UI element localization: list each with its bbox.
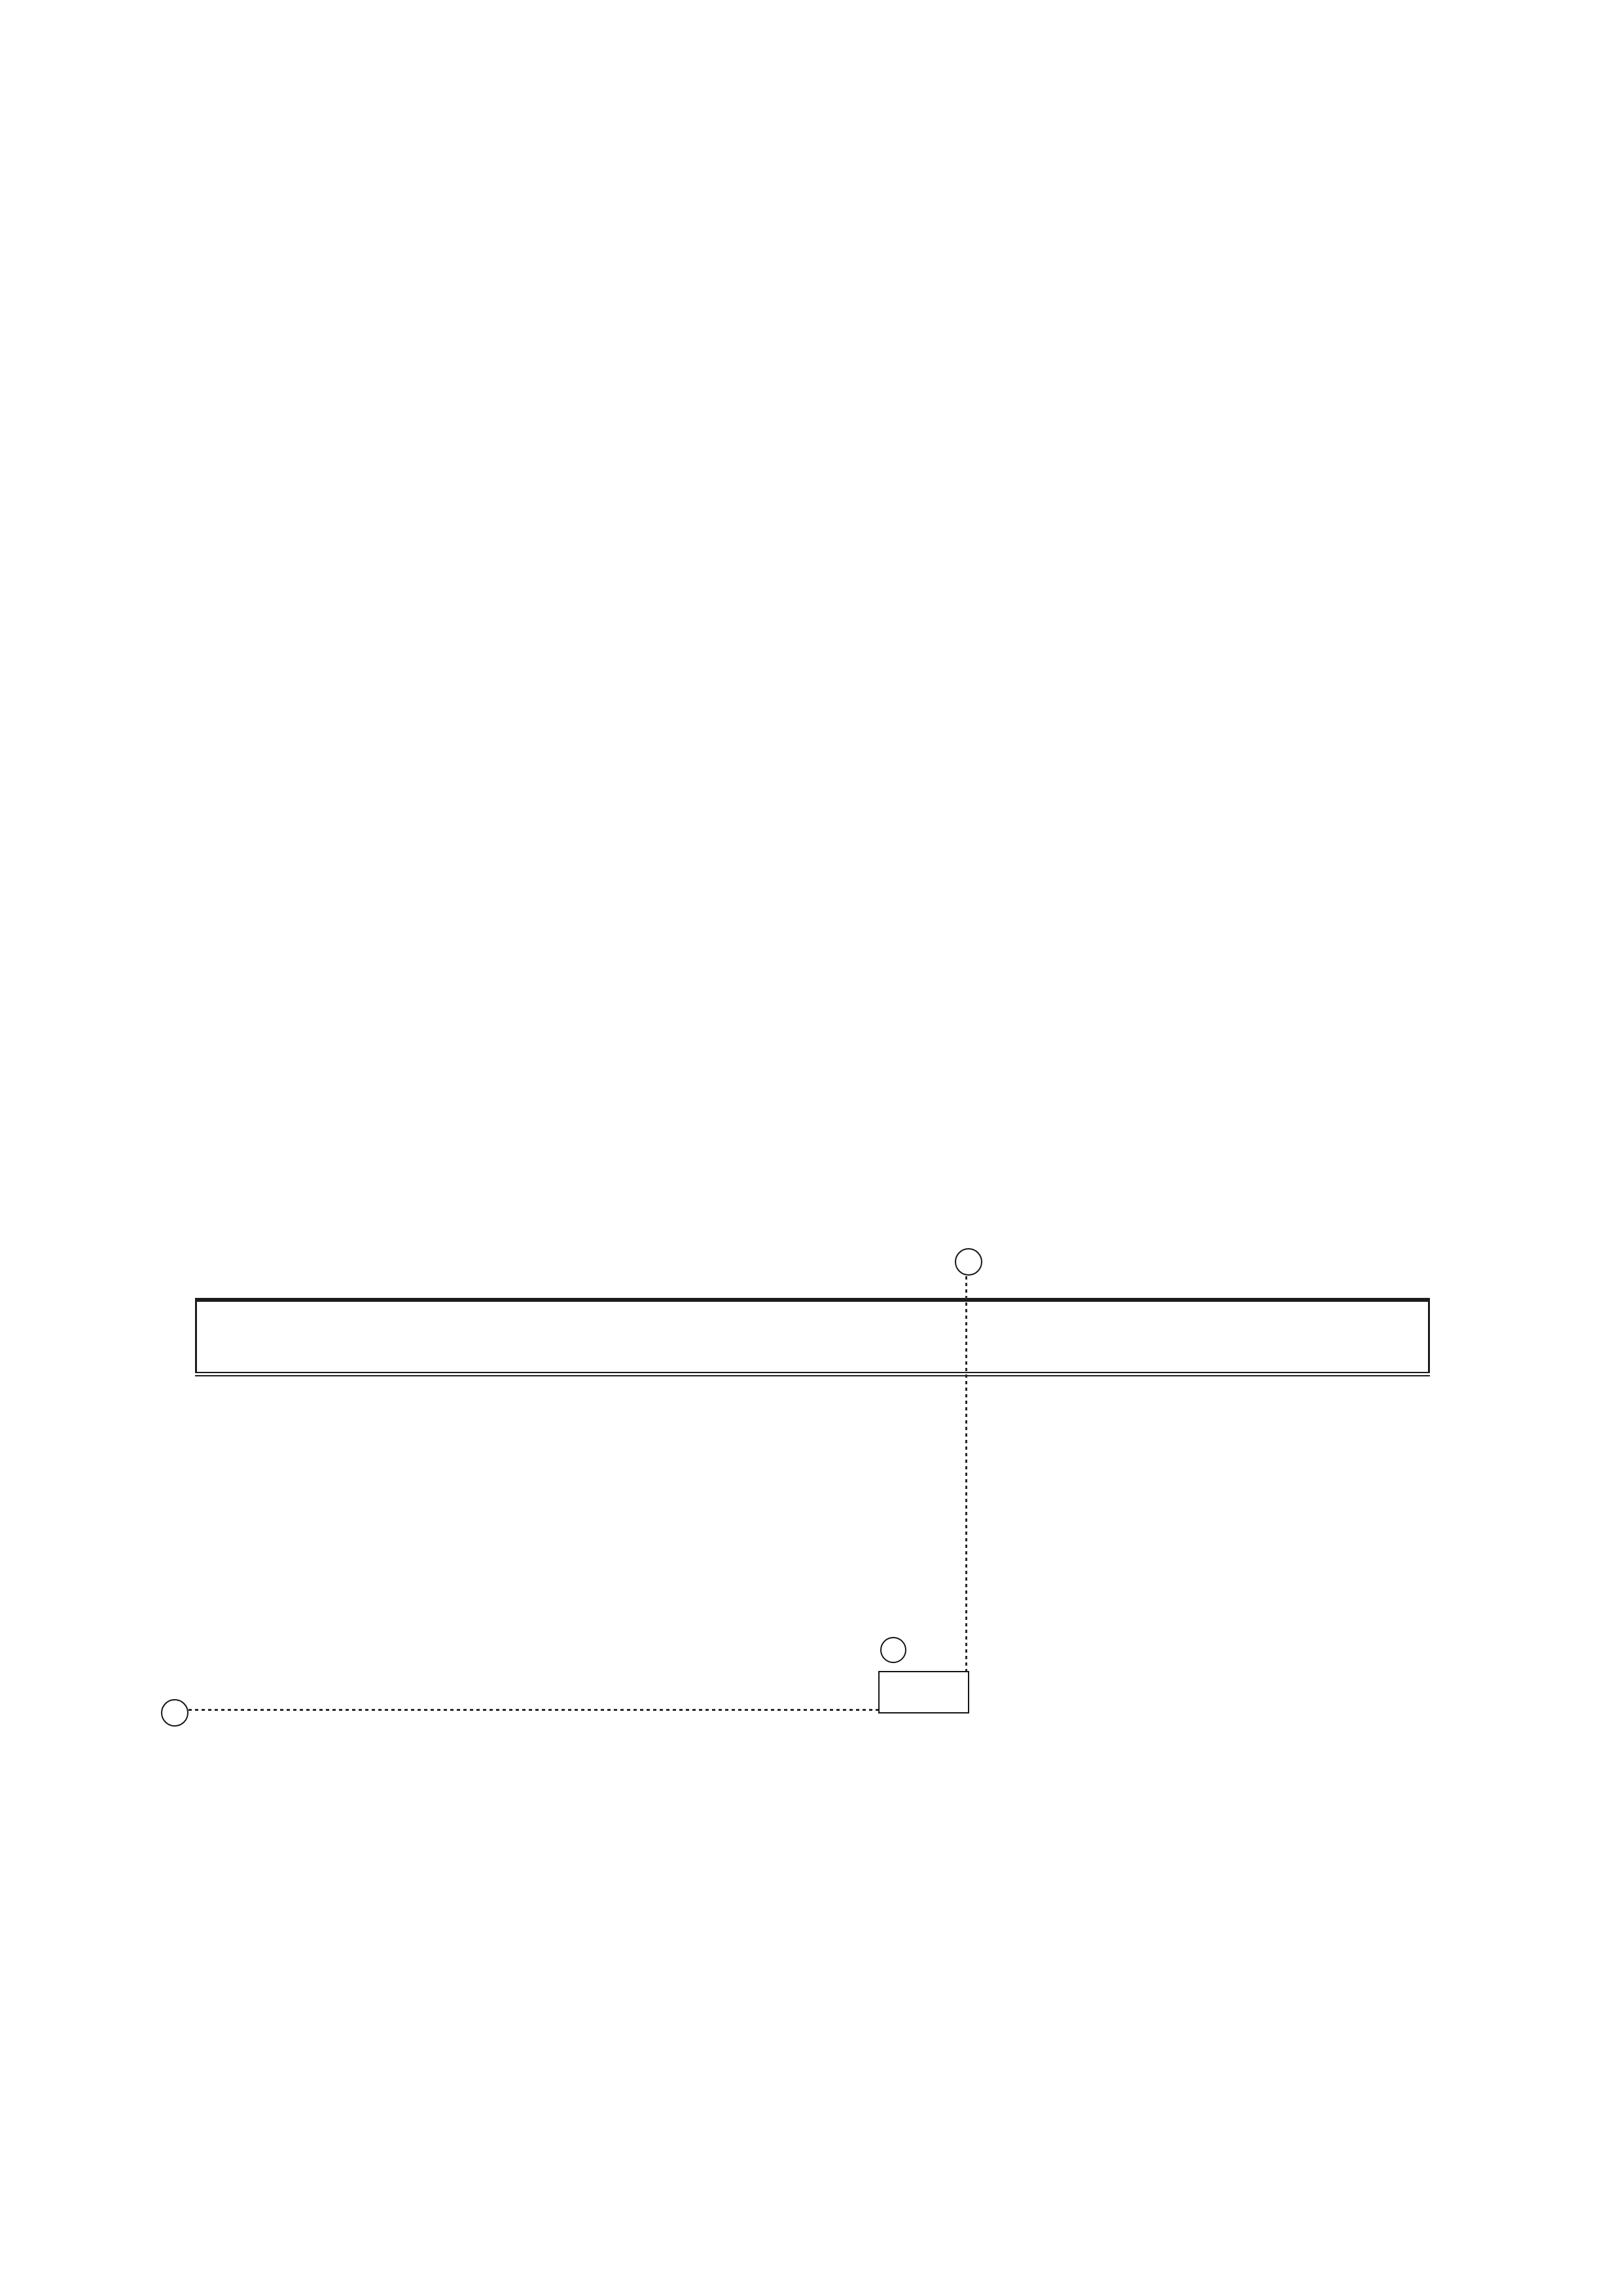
col-header-empty-cell bbox=[196, 1300, 1429, 1374]
circled-b-marker bbox=[955, 1248, 982, 1276]
highlighted-cell-box bbox=[878, 1671, 969, 1713]
table-header-row bbox=[196, 1300, 1429, 1374]
guide-line-vertical-b bbox=[965, 1276, 967, 1671]
guide-line-horizontal-a bbox=[188, 1709, 878, 1711]
circled-c-marker bbox=[880, 1637, 906, 1663]
conversion-table bbox=[195, 1298, 1430, 1376]
circled-a-marker bbox=[161, 1699, 188, 1727]
